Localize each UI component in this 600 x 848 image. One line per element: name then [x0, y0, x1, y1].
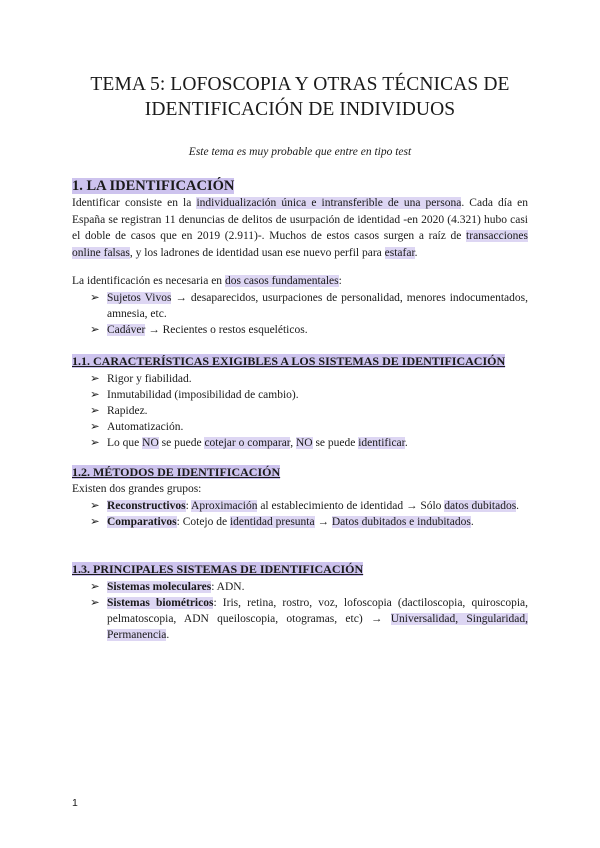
list-item: ➢ Rapidez. — [90, 405, 148, 417]
page-number: 1 — [72, 797, 78, 809]
list-item: ➢ Comparativos: Cotejo de identidad presunta → Datos dubitados e indubitados. — [90, 515, 474, 528]
section-1-paragraph-1: Identificar consiste en la individualización única e intransferible de una persona. Cada día en España se registran 11 denuncias de delitos de usurpación de identidad -en 2020 (4.321) hubo casi el doble de casos que en 2019 (2.911)-. Muchos de estos casos surgen a raíz de transacciones online falsas, y los ladrones de identidad usan ese nuevo perfil para estafar. — [72, 197, 528, 259]
list-item: ➢ Rigor y fiabilidad. — [90, 373, 192, 385]
section-1-3 — [72, 562, 528, 643]
list-item: ➢ Sistemas moleculares: ADN. — [90, 581, 245, 593]
section-1-1 — [72, 354, 528, 451]
list-item: ➢ Sujetos Vivos → desaparecidos, usurpaciones de personalidad, menores indocumentados, amnesia, etc. — [90, 291, 528, 320]
list-item: ➢ Lo que NO se puede cotejar o comparar, NO se puede identificar. — [90, 437, 408, 449]
cases-list — [72, 290, 528, 338]
section-1-2-intro: Existen dos grandes grupos: — [72, 483, 202, 495]
title-line-2: IDENTIFICACIÓN DE INDIVIDUOS — [144, 99, 456, 120]
subtitle: Este tema es muy probable que entre en tipo test — [188, 146, 412, 158]
section-1-2 — [72, 465, 528, 530]
list-item: ➢ Reconstructivos: Aproximación al establecimiento de identidad → Sólo datos dubitados. — [90, 499, 520, 512]
section-1-1-heading: 1.1. CARACTERÍSTICAS EXIGIBLES A LOS SISTEMAS DE IDENTIFICACIÓN — [72, 354, 506, 368]
document-title — [72, 72, 528, 122]
systems-list — [72, 579, 528, 643]
list-item: ➢ Inmutabilidad (imposibilidad de cambio). — [90, 389, 299, 401]
list-item: ➢ Sistemas biométricos: Iris, retina, rostro, voz, lofoscopia (dactiloscopia, quiroscopia, pelmatoscopia, ADN queiloscopia, otogramas, etc) → Universalidad, Singularidad, Permanencia. — [90, 597, 528, 641]
methods-list — [72, 498, 528, 530]
section-1-2-heading: 1.2. MÉTODOS DE IDENTIFICACIÓN — [72, 465, 281, 479]
section-1-heading: 1. LA IDENTIFICACIÓN — [72, 178, 235, 194]
title-line-1: TEMA 5: LOFOSCOPIA Y OTRAS TÉCNICAS DE — [90, 74, 510, 95]
list-item: ➢ Cadáver → Recientes o restos esqueléticos. — [90, 323, 308, 336]
list-item: ➢ Automatización. — [90, 421, 184, 433]
section-1-3-heading: 1.3. PRINCIPALES SISTEMAS DE IDENTIFICACIÓN — [72, 562, 364, 576]
characteristics-list — [72, 371, 528, 451]
section-1-paragraph-2: La identificación es necesaria en dos casos fundamentales: ➢ Sujetos Vivos → desaparecidos, usurpaciones de personalidad, menores indocumentados, amnesia, etc. ➢ Cadáver → Recientes o restos esqueléticos. — [72, 275, 528, 336]
